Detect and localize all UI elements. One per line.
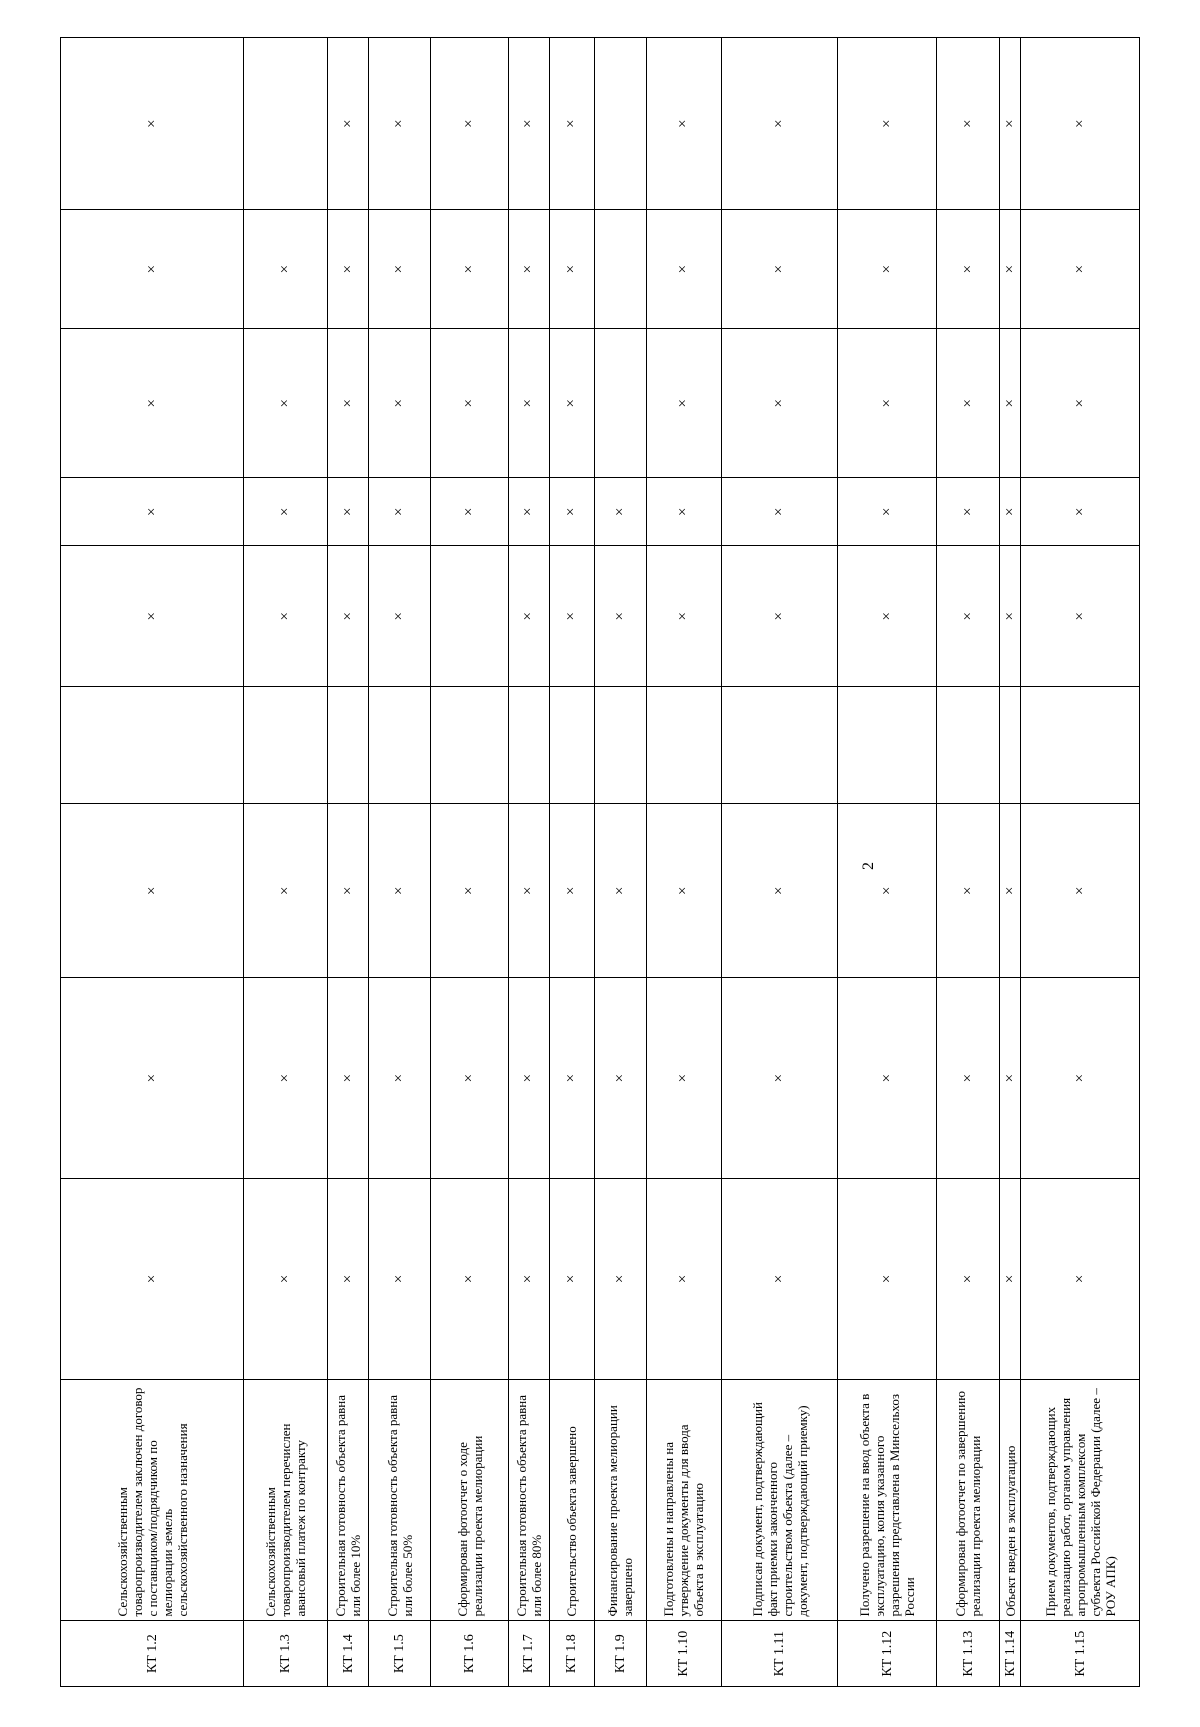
mark-cell [431, 687, 509, 804]
mark-cell: × [61, 38, 244, 210]
mark-cell: × [368, 804, 430, 978]
mark-cell: × [368, 1179, 430, 1380]
control-point-code: КТ 1.15 [1021, 1621, 1140, 1687]
control-point-code: КТ 1.2 [61, 1621, 244, 1687]
mark-cell [244, 687, 328, 804]
mark-cell: × [646, 1179, 721, 1380]
control-point-description: Финансирование проекта мелиорации завершено [595, 1379, 647, 1621]
mark-cell: × [937, 38, 999, 210]
mark-cell: × [838, 978, 937, 1179]
control-point-code: КТ 1.11 [722, 1621, 838, 1687]
mark-cell: × [646, 210, 721, 329]
mark-cell: × [999, 38, 1021, 210]
table-row [838, 38, 937, 1687]
mark-cell: × [368, 478, 430, 546]
mark-cell: × [838, 328, 937, 478]
control-point-code: КТ 1.8 [549, 1621, 594, 1687]
table-row [508, 38, 549, 1687]
mark-cell: × [595, 978, 647, 1179]
control-points-table [60, 37, 1140, 1687]
mark-cell: × [368, 978, 430, 1179]
mark-cell: × [549, 546, 594, 687]
mark-cell: × [1021, 210, 1140, 329]
control-point-code: КТ 1.3 [244, 1621, 328, 1687]
mark-cell: × [431, 478, 509, 546]
mark-cell: × [244, 978, 328, 1179]
mark-cell: × [722, 804, 838, 978]
mark-cell: × [937, 546, 999, 687]
mark-cell: × [549, 978, 594, 1179]
mark-cell: × [244, 804, 328, 978]
mark-cell: × [1021, 328, 1140, 478]
mark-cell: × [937, 804, 999, 978]
mark-cell: × [244, 478, 328, 546]
mark-cell [1021, 687, 1140, 804]
mark-cell: × [368, 546, 430, 687]
mark-cell [595, 687, 647, 804]
mark-cell: × [328, 38, 369, 210]
control-point-code: КТ 1.10 [646, 1621, 721, 1687]
mark-cell: × [549, 804, 594, 978]
mark-cell: × [999, 804, 1021, 978]
control-point-description: Подписан документ, подтверждающий факт приемки законченного строительством объекта (далее – документ, подтверждающий приемку) [722, 1379, 838, 1621]
mark-cell [595, 210, 647, 329]
mark-cell: × [508, 804, 549, 978]
mark-cell: × [646, 978, 721, 1179]
mark-cell: × [328, 1179, 369, 1380]
table-row [722, 38, 838, 1687]
mark-cell [646, 687, 721, 804]
control-point-description: Строительная готовность объекта равна или более 50% [368, 1379, 430, 1621]
table-row [999, 38, 1021, 1687]
table-row [244, 38, 328, 1687]
mark-cell: × [595, 804, 647, 978]
mark-cell: × [1021, 804, 1140, 978]
mark-cell: × [999, 328, 1021, 478]
control-point-code: КТ 1.4 [328, 1621, 369, 1687]
mark-cell: × [508, 546, 549, 687]
mark-cell: × [244, 1179, 328, 1380]
mark-cell: × [508, 328, 549, 478]
table-row [646, 38, 721, 1687]
mark-cell: × [937, 978, 999, 1179]
mark-cell: × [722, 38, 838, 210]
control-point-description: Сформирован фотоотчет о ходе реализации проекта мелиорации [431, 1379, 509, 1621]
mark-cell: × [328, 478, 369, 546]
mark-cell: × [646, 546, 721, 687]
mark-cell: × [646, 328, 721, 478]
mark-cell [508, 687, 549, 804]
mark-cell: × [722, 478, 838, 546]
control-point-code: КТ 1.14 [999, 1621, 1021, 1687]
mark-cell [61, 687, 244, 804]
mark-cell [431, 546, 509, 687]
mark-cell: × [328, 210, 369, 329]
control-point-code: КТ 1.13 [937, 1621, 999, 1687]
mark-cell: × [61, 210, 244, 329]
mark-cell: × [595, 1179, 647, 1380]
control-point-description: Получено разрешение на ввод объекта в эксплуатацию, копия указанного разрешения представлена в Минсельхоз России [838, 1379, 937, 1621]
mark-cell: × [368, 328, 430, 478]
mark-cell: × [999, 478, 1021, 546]
control-point-code: КТ 1.12 [838, 1621, 937, 1687]
table-row [431, 38, 509, 1687]
mark-cell: × [595, 546, 647, 687]
mark-cell [595, 328, 647, 478]
mark-cell: × [1021, 38, 1140, 210]
mark-cell: × [549, 1179, 594, 1380]
mark-cell: × [244, 210, 328, 329]
mark-cell: × [61, 478, 244, 546]
mark-cell [549, 687, 594, 804]
mark-cell: × [838, 38, 937, 210]
mark-cell [937, 687, 999, 804]
mark-cell: × [244, 546, 328, 687]
mark-cell: × [1021, 478, 1140, 546]
mark-cell: × [1021, 546, 1140, 687]
mark-cell: × [722, 328, 838, 478]
mark-cell: × [61, 328, 244, 478]
mark-cell: × [328, 546, 369, 687]
mark-cell: × [328, 978, 369, 1179]
mark-cell: × [937, 478, 999, 546]
mark-cell: × [722, 546, 838, 687]
mark-cell [595, 38, 647, 210]
mark-cell: × [937, 328, 999, 478]
mark-cell: × [999, 978, 1021, 1179]
mark-cell: × [838, 1179, 937, 1380]
mark-cell: × [508, 978, 549, 1179]
mark-cell: × [244, 328, 328, 478]
mark-cell: × [61, 804, 244, 978]
table-row [549, 38, 594, 1687]
control-point-description: Сельскохозяйственным товаропроизводителем заключен договор с поставщиком/подрядчиком по мелиорации земель сельскохозяйственного назначения [61, 1379, 244, 1621]
page-number: 2 [860, 862, 877, 870]
mark-cell: × [61, 1179, 244, 1380]
mark-cell: × [549, 328, 594, 478]
mark-cell: × [838, 478, 937, 546]
control-point-code: КТ 1.6 [431, 1621, 509, 1687]
mark-cell: × [838, 210, 937, 329]
control-point-description: Строительная готовность объекта равна или более 80% [508, 1379, 549, 1621]
control-point-description: Прием документов, подтверждающих реализацию работ, органом управления агропромышленным комплексом субъекта Российской Федерации (далее – РОУ АПК) [1021, 1379, 1140, 1621]
mark-cell [328, 687, 369, 804]
control-point-description: Сформирован фотоотчет по завершению реализации проекта мелиорации [937, 1379, 999, 1621]
mark-cell: × [431, 210, 509, 329]
mark-cell: × [368, 210, 430, 329]
mark-cell: × [999, 1179, 1021, 1380]
mark-cell: × [508, 210, 549, 329]
mark-cell: × [1021, 1179, 1140, 1380]
table-row [595, 38, 647, 1687]
mark-cell: × [508, 38, 549, 210]
control-point-code: КТ 1.7 [508, 1621, 549, 1687]
mark-cell: × [328, 328, 369, 478]
mark-cell: × [646, 38, 721, 210]
mark-cell: × [549, 38, 594, 210]
mark-cell: × [508, 1179, 549, 1380]
mark-cell: × [431, 38, 509, 210]
control-point-description: Строительство объекта завершено [549, 1379, 594, 1621]
mark-cell: × [722, 1179, 838, 1380]
mark-cell: × [646, 804, 721, 978]
mark-cell: × [595, 478, 647, 546]
mark-cell: × [999, 546, 1021, 687]
mark-cell: × [368, 38, 430, 210]
mark-cell: × [431, 328, 509, 478]
mark-cell: × [431, 1179, 509, 1380]
control-point-description: Сельскохозяйственным товаропроизводителем перечислен авансовый платеж по контракту [244, 1379, 328, 1621]
table-row [61, 38, 244, 1687]
mark-cell [838, 687, 937, 804]
mark-cell: × [61, 546, 244, 687]
mark-cell: × [1021, 978, 1140, 1179]
mark-cell: × [937, 1179, 999, 1380]
mark-cell [999, 687, 1021, 804]
table-row [937, 38, 999, 1687]
mark-cell: × [722, 210, 838, 329]
mark-cell: × [431, 978, 509, 1179]
mark-cell: × [431, 804, 509, 978]
mark-cell: × [508, 478, 549, 546]
mark-cell [244, 38, 328, 210]
control-point-description: Подготовлены и направлены на утверждение документы для ввода объекта в эксплуатацию [646, 1379, 721, 1621]
mark-cell: × [999, 210, 1021, 329]
mark-cell: × [549, 210, 594, 329]
mark-cell: × [61, 978, 244, 1179]
table-row [368, 38, 430, 1687]
mark-cell: × [838, 546, 937, 687]
control-point-description: Строительная готовность объекта равна или более 10% [328, 1379, 369, 1621]
mark-cell: × [722, 978, 838, 1179]
mark-cell: × [328, 804, 369, 978]
control-point-code: КТ 1.5 [368, 1621, 430, 1687]
mark-cell: × [549, 478, 594, 546]
table-row [1021, 38, 1140, 1687]
table-row [328, 38, 369, 1687]
control-point-code: КТ 1.9 [595, 1621, 647, 1687]
mark-cell: × [937, 210, 999, 329]
mark-cell: × [646, 478, 721, 546]
mark-cell [368, 687, 430, 804]
mark-cell: × [838, 804, 937, 978]
mark-cell [722, 687, 838, 804]
control-point-description: Объект введен в эксплуатацию [999, 1379, 1021, 1621]
